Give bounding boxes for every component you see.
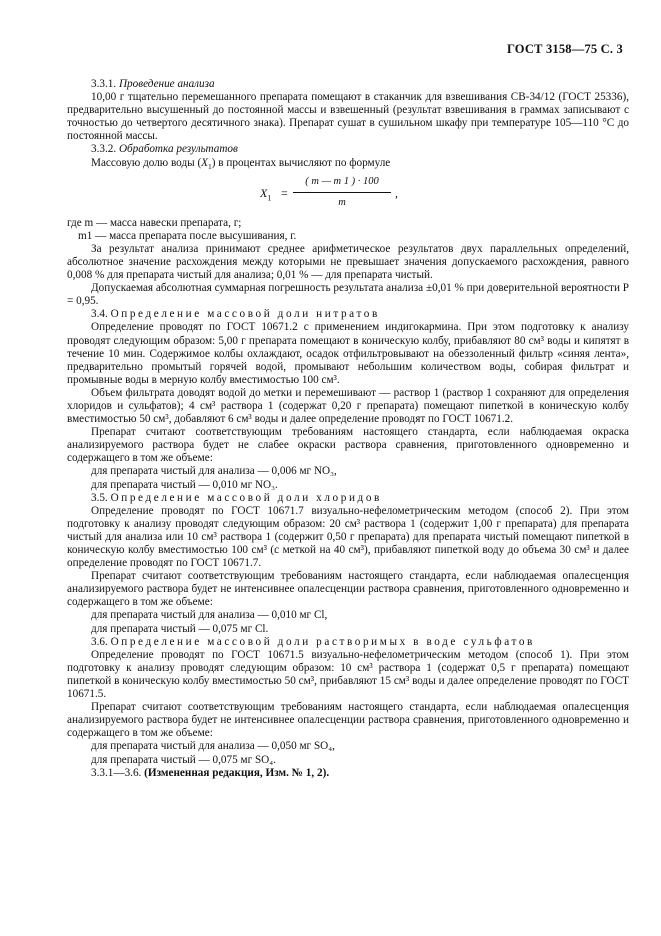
variable: X (201, 156, 209, 169)
paragraph: Препарат считают соответствующим требованиям настоящего стандарта, если наблюдаемая опалесценция анализируемого раствора будет не интенсивнее опалесценции раствора сравнения, приготовленного одновременно и содержащего в том же объеме: (67, 701, 629, 740)
formula (67, 173, 629, 213)
section-number: 3.3.1. (91, 78, 119, 90)
formula-denominator: m (338, 196, 346, 208)
amendment-text: (Измененная редакция, Изм. № 1, 2). (144, 766, 330, 779)
paragraph: Препарат считают соответствующим требованиям настоящего стандарта, если наблюдаемая опалесценция анализируемого раствора будет не интенсивнее опалесценции раствора сравнения, приготовленного одновременно и содержащего в том же объеме: (67, 570, 629, 609)
list-item: для препарата чистый — 0,075 мг SO₄. (91, 753, 276, 766)
fraction-bar (293, 192, 391, 193)
section-title: Определение массовой доли растворимых в воде сульфатов (110, 635, 535, 648)
list-item: для препарата чистый для анализа — 0,006 мг NO₃, (91, 465, 337, 478)
formula-equals: = (281, 185, 288, 200)
legend-m: где m — масса навески препарата, г; (67, 216, 242, 229)
formula-subscript: 1 (267, 193, 272, 203)
section-title: Определение массовой доли нитратов (110, 308, 380, 321)
section-number: 3.6. (91, 635, 111, 648)
text-run: Массовую долю воды ( (91, 156, 202, 169)
formula-comma: , (395, 185, 398, 200)
amendment-note (67, 767, 629, 780)
subscript: 1 (208, 161, 212, 171)
paragraph (67, 157, 629, 170)
formula-lhs (260, 185, 272, 203)
paragraph: Объем фильтрата доводят водой до метки и перемешивают — раствор 1 (раствор 1 сохраняют для определения хлоридов и сульфатов); 4 см³ раствора 1 (содержат 0,20 г препарата) помещают пипеткой в коническую колбу вместимостью 50 см³, добавляют 6 см³ воды и далее определение проводят по ГОСТ 10671.2. (67, 386, 629, 426)
paragraph: Допускаемая абсолютная суммарная погрешность результата анализа ±0,01 % при доверительной вероятности P = 0,95. (67, 282, 629, 308)
section-title: Обработка результатов (118, 143, 238, 156)
section-number: 3.4. (91, 308, 111, 321)
formula-variable: X (260, 185, 268, 200)
page-header: ГОСТ 3158—75 С. 3 (506, 42, 623, 56)
amendment-range: 3.3.1—3.6. (91, 766, 145, 779)
formula-numerator: ( m — m 1 ) · 100 (305, 175, 379, 187)
legend-m1: m1 — масса препарата после высушивания, г. (78, 229, 297, 242)
list-item: для препарата чистый для анализа — 0,010 мг Cl, (91, 609, 328, 622)
paragraph: За результат анализа принимают среднее арифметическое результатов двух параллельных определений, абсолютное значение расхождения между которыми не превышает значения допускаемого расхождения, равного 0,008 % для препарата чистый для анализа; 0,01 % — для препарата чистый. (67, 242, 629, 282)
text-run: ) в процентах вычисляют по формуле (211, 156, 391, 169)
paragraph: Определение проводят по ГОСТ 10671.2 с применением индигокармина. При этом подготовку к анализу проводят следующим образом: 5,00 г препарата помещают в коническую колбу, прибавляют 80 см³ воды и кипятят в течение 10 мин. Содержимое колбы охлаждают, осадок отфильтровывают на обеззоленный фильтр «синяя лента», предварительно промытый горячей водой, промывают небольшим количеством воды, собирая фильтрат и промывные воды в мерную колбу вместимостью 100 см³. (67, 321, 629, 386)
paragraph: 10,00 г тщательно перемешанного препарата помещают в стаканчик для взвешивания СВ-34/12 (ГОСТ 25336), предварительно высушенный до постоянной массы и взвешенный (результат взвешивания в граммах записывают с точностью до четвертого десятичного знака). Препарат сушат в сушильном шкафу при температуре 105—110 °С до постоянной массы. (67, 91, 629, 143)
list-item: для препарата чистый — 0,010 мг NO₃. (91, 478, 278, 491)
section-3-4-heading (67, 308, 629, 321)
section-title: Проведение анализа (118, 78, 215, 90)
paragraph: Препарат считают соответствующим требованиям настоящего стандарта, если наблюдаемая окраска анализируемого раствора будет не слабее окраски раствора сравнения, приготовленного одновременно и содержащего в том же объеме: (67, 426, 629, 465)
paragraph: Определение проводят по ГОСТ 10671.7 визуально-нефелометрическим методом (способ 2). При этом подготовку к анализу проводят следующим образом: 20 см³ раствора 1 (содержит 1,00 г препарата) для препарата чистый для анализа или 10 см³ раствора 1 (содержит 0,50 г препарата) для препарата чистый помещают пипеткой в коническую колбу вместимостью 100 см³ (с меткой на 40 см³), прибавляют пипеткой воду до объема 30 см³ и далее определение проводят по ГОСТ 10671.7. (67, 504, 629, 570)
section-number: 3.3.2. (91, 143, 119, 156)
section-3-5-heading (67, 492, 629, 505)
paragraph: Определение проводят по ГОСТ 10671.5 визуально-нефелометрическим методом (способ 1). При этом подготовку к анализу проводят следующим образом: 10 см³ раствора 1 (содержат 0,5 г препарата) помещают пипеткой в коническую колбу вместимостью 50 см³, прибавляют 15 см³ воды и далее определение проводят по ГОСТ 10671.5. (67, 648, 629, 701)
section-3-3-1-heading (67, 78, 629, 91)
section-3-3-2-heading (67, 143, 629, 156)
section-3-6-heading (67, 636, 629, 649)
list-item: для препарата чистый для анализа — 0,050 мг SO₄, (91, 740, 335, 753)
section-title: Определение массовой доли хлоридов (110, 491, 382, 504)
section-number: 3.5. (91, 491, 111, 504)
list-item: для препарата чистый — 0,075 мг Cl. (91, 622, 269, 635)
document-body (67, 78, 629, 780)
